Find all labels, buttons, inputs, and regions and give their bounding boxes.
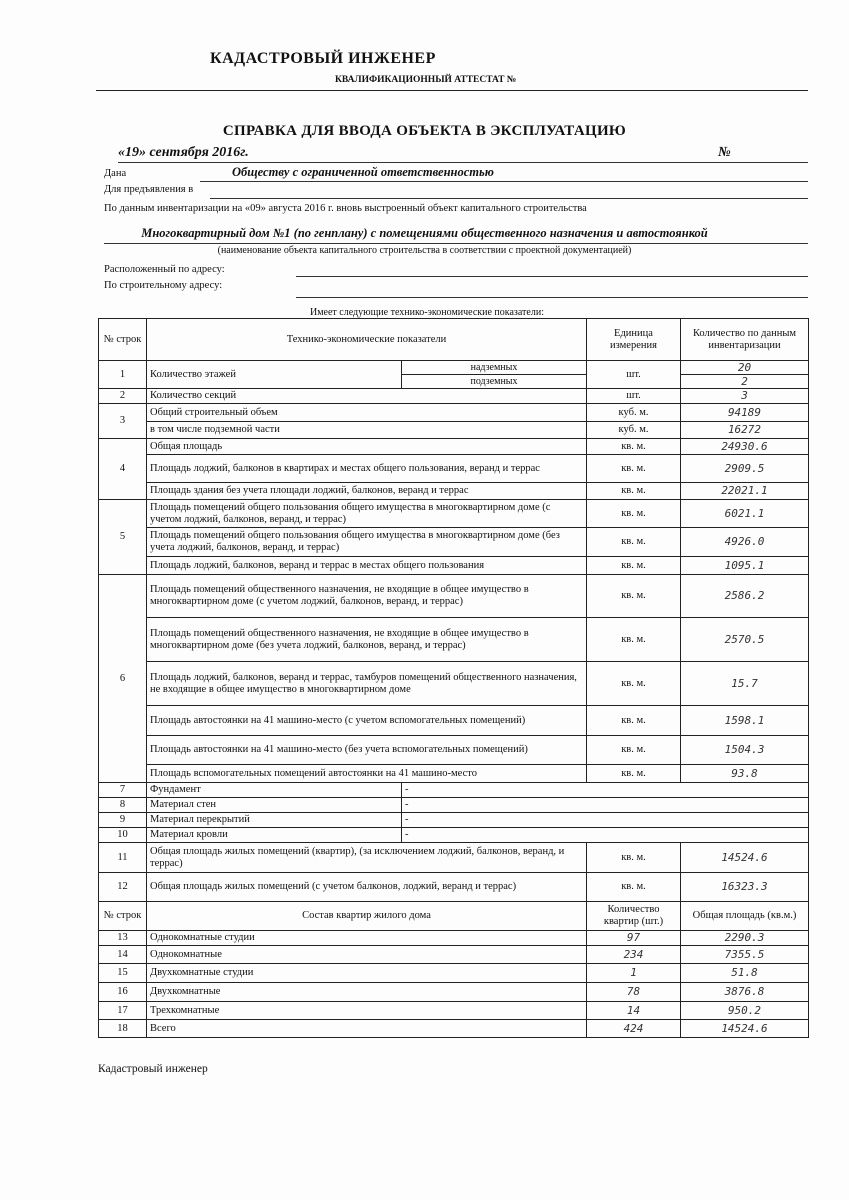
col-indicator-header: Технико-экономические показатели <box>147 319 587 361</box>
col-qty-header: Количество по данным инвентаризации <box>681 319 809 361</box>
footer-engineer: Кадастровый инженер <box>98 1063 208 1075</box>
table-row: 15 Двухкомнатные студии 1 51.8 <box>99 964 809 983</box>
table-row: 16 Двухкомнатные 78 3876.8 <box>99 983 809 1002</box>
table-row: Площадь здания без учета площади лоджий, балконов, веранд и террас кв. м. 22021.1 <box>99 483 809 500</box>
tech-intro: Имеет следующие технико-экономические показатели: <box>310 307 544 318</box>
table-row: Площадь вспомогательных помещений автостоянки на 41 машино-место кв. м. 93.8 <box>99 765 809 783</box>
inventory-text: По данным инвентаризации на «09» августа 2016 г. вновь выстроенный объект капитального строительства <box>104 203 587 214</box>
table-row: 5 Площадь помещений общего пользования общего имущества в многоквартирном доме (с учетом лоджий, балконов, веранд, и террас) кв. м. 6021.1 <box>99 500 809 528</box>
table-row: 17 Трехкомнатные 14 950.2 <box>99 1002 809 1020</box>
engineer-header: КАДАСТРОВЫЙ ИНЖЕНЕР <box>210 50 436 67</box>
table-row: 13 Однокомнатные студии 97 2290.3 <box>99 931 809 946</box>
document-title: СПРАВКА ДЛЯ ВВОДА ОБЪЕКТА В ЭКСПЛУАТАЦИЮ <box>222 123 627 139</box>
address-underline <box>296 276 808 277</box>
object-name: Многоквартирный дом №1 (по генплану) с помещениями общественного назначения и автостоянкой <box>141 226 708 240</box>
issued-underline <box>200 181 808 182</box>
build-address-label: По строительному адресу: <box>104 280 223 291</box>
date-underline <box>118 162 808 163</box>
table-row: 7 Фундамент - <box>99 783 809 798</box>
table-row: 9 Материал перекрытий - <box>99 813 809 828</box>
table-row: Площадь помещений общего пользования общего имущества в многоквартирном доме (без учета лоджий, балконов, веранд, и террас) кв. м. 4926.0 <box>99 528 809 557</box>
document-date: «19» сентября 2016г. <box>118 145 249 160</box>
table-row: 10 Материал кровли - <box>99 828 809 843</box>
indicators-table <box>98 318 809 1038</box>
table-row: 8 Материал стен - <box>99 798 809 813</box>
table-row: 1 Количество этажей надземных шт. 20 <box>99 361 809 375</box>
apartments-header-row: № строк Состав квартир жилого дома Количество квартир (шт.) Общая площадь (кв.м.) <box>99 902 809 931</box>
table-row: 11 Общая площадь жилых помещений (квартир), (за исключением лоджий, балконов, веранд, и террас) кв. м. 14524.6 <box>99 843 809 873</box>
issued-label: Дана <box>104 168 127 179</box>
table-row: Площадь автостоянки на 41 машино-место (с учетом вспомогательных помещений) кв. м. 1598.1 <box>99 706 809 736</box>
table-row: 3 Общий строительный объем куб. м. 94189 <box>99 404 809 422</box>
table-row: Площадь лоджий, балконов в квартирах и местах общего пользования, веранд и террас кв. м. 2909.5 <box>99 455 809 483</box>
table-row: Площадь помещений общественного назначения, не входящие в общее имущество в многоквартирном доме (без учета лоджий, балконов, веранд, и террас) кв. м. 2570.5 <box>99 618 809 662</box>
col-unit-header: Единица измерения <box>587 319 681 361</box>
table-row: 12 Общая площадь жилых помещений (с учетом балконов, лоджий, веранд и террас) кв. м. 16323.3 <box>99 873 809 902</box>
document-number: № <box>718 145 731 160</box>
table-row: Площадь автостоянки на 41 машино-место (без учета вспомогательных помещений) кв. м. 1504.3 <box>99 736 809 765</box>
address-label: Расположенный по адресу: <box>104 264 225 275</box>
table-header-row <box>99 319 809 361</box>
col-no-header: № строк <box>99 319 147 361</box>
header-divider <box>96 90 808 91</box>
present-label: Для предъявления в <box>104 184 194 195</box>
table-row: 6 Площадь помещений общественного назначения, не входящие в общее имущество в многоквартирном доме (с учетом лоджий, балконов, веранд, и террас) кв. м. 2586.2 <box>99 575 809 618</box>
table-row: 2 Количество секций шт. 3 <box>99 389 809 404</box>
table-row: в том числе подземной части куб. м. 16272 <box>99 422 809 439</box>
build-address-underline <box>296 297 808 298</box>
attestat-header: КВАЛИФИКАЦИОННЫЙ АТТЕСТАТ № <box>335 75 517 85</box>
table-row: Площадь лоджий, балконов, веранд и террас, тамбуров помещений общественного назначения, не входящие в общее имущество в многоквартирном доме кв. м. 15.7 <box>99 662 809 706</box>
object-note: (наименование объекта капитального строительства в соответствии с проектной документацией) <box>217 245 632 256</box>
table-row: Площадь лоджий, балконов, веранд и террас в местах общего пользования кв. м. 1095.1 <box>99 557 809 575</box>
object-underline <box>104 243 808 244</box>
table-row: 18 Всего 424 14524.6 <box>99 1020 809 1038</box>
table-row: подземных 2 <box>99 375 809 389</box>
table-row: 4 Общая площадь кв. м. 24930.6 <box>99 439 809 455</box>
issued-value: Обществу с ограниченной ответственностью <box>232 165 494 179</box>
present-underline <box>210 198 808 199</box>
table-row: 14 Однокомнатные 234 7355.5 <box>99 946 809 964</box>
